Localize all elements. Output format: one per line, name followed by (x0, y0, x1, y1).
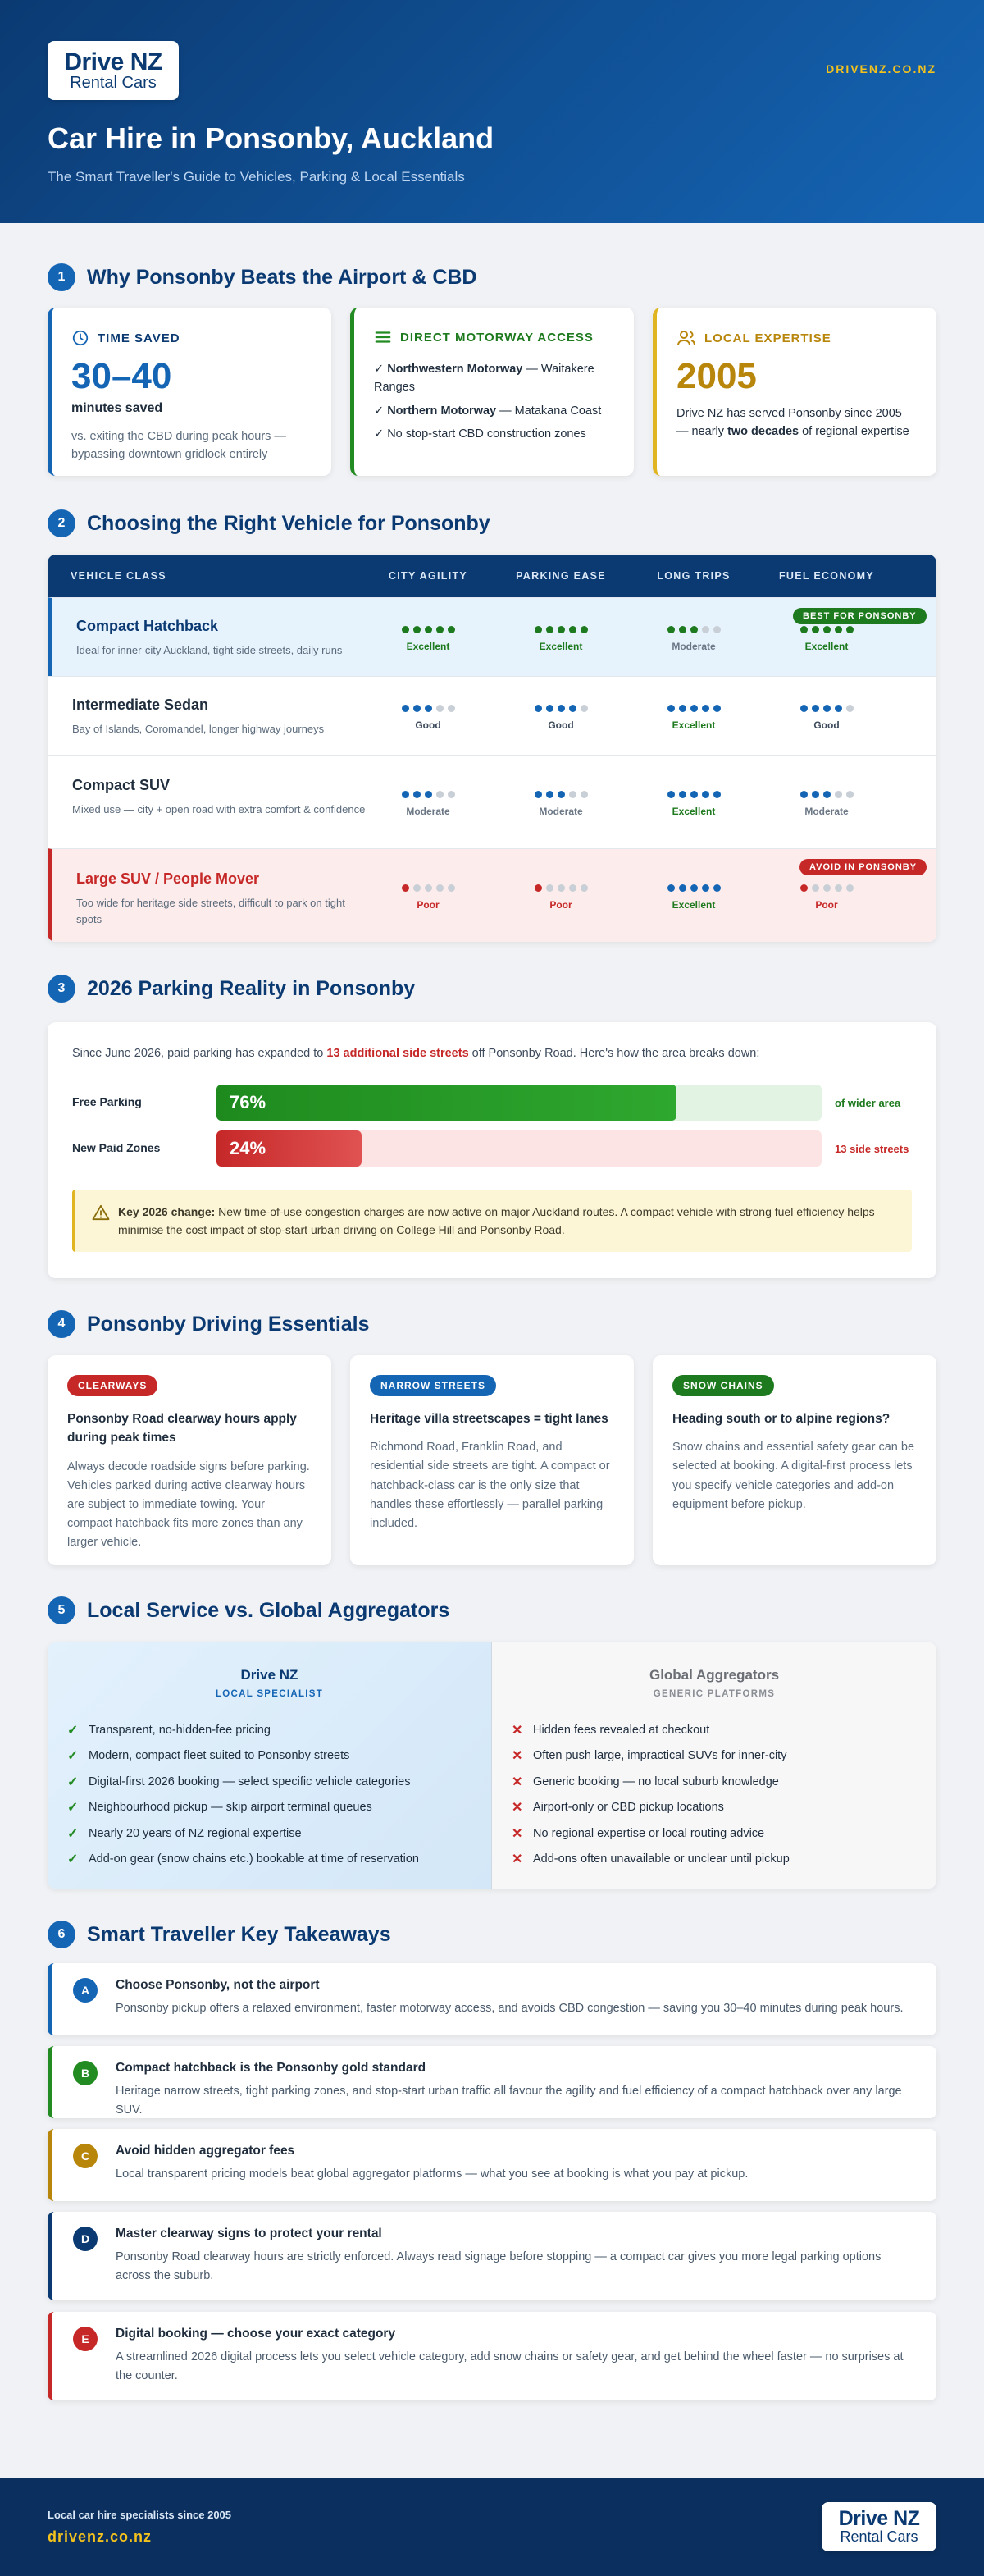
page-title: Car Hire in Ponsonby, Auckland (48, 121, 494, 155)
rating-dot-filled (823, 791, 831, 798)
cross-icon: ✕ (512, 1801, 523, 1816)
rating-dot-filled (812, 626, 819, 633)
motorway-item: ✓ Northern Motorway — Matakana Coast (374, 404, 602, 418)
rating-label: Excellent (406, 641, 450, 652)
rating-dots (371, 705, 485, 713)
bar-fill: 24% (216, 1130, 362, 1167)
snow-chains-card (653, 1355, 936, 1565)
card-label (71, 329, 312, 347)
section-title: 2026 Parking Reality in Ponsonby (87, 976, 416, 1000)
rating-dot-empty (846, 884, 854, 892)
bar-label: New Paid Zones (72, 1141, 161, 1154)
takeaway-text: Ponsonby pickup offers a relaxed environment, faster motorway access, and avoids CBD congestion — saving you 30–40 minutes during peak hours. (116, 2002, 904, 2015)
rating-dot-filled (690, 791, 698, 798)
rating-dot-filled (690, 626, 698, 633)
time-saved-text: vs. exiting the CBD during peak hours — bypassing downtown gridlock entirely (71, 430, 286, 462)
rating-dot-filled (402, 884, 409, 892)
section-number: 3 (48, 975, 75, 1003)
comparison-text: Add-ons often unavailable or unclear until pickup (533, 1852, 790, 1866)
cross-icon: ✕ (512, 1826, 523, 1841)
rating-dots (769, 626, 884, 634)
rating-cell (503, 705, 618, 731)
rating-dot-filled (535, 626, 542, 633)
takeaway-letter: C (73, 2144, 98, 2168)
bar-note: 13 side streets (835, 1143, 909, 1155)
comparison-text: Transparent, no-hidden-fee pricing (89, 1723, 271, 1737)
rating-dot-empty (569, 884, 576, 892)
rating-dot-empty (546, 884, 554, 892)
comparison-item (512, 1795, 917, 1821)
rating-dot-filled (425, 791, 432, 798)
rating-dots (503, 884, 618, 893)
vehicle-name: Large SUV / People Mover (76, 870, 260, 887)
comparison-text: Digital-first 2026 booking — select specific vehicle categories (89, 1774, 411, 1788)
takeaway-card (48, 2129, 936, 2201)
check-icon: ✓ (67, 1723, 79, 1738)
rating-dot-filled (713, 705, 721, 712)
rating-dot-empty (835, 884, 842, 892)
key-change-note: Key 2026 change: New time-of-use congestion charges are now active on major Auckland routes. A compact vehicle with strong fuel efficiency helps minimise the cost impact of stop-start urban driving on College Hill and Ponsonby Road. (72, 1190, 912, 1252)
rating-cell (769, 626, 884, 652)
rating-dot-empty (448, 884, 455, 892)
rating-dot-filled (558, 626, 565, 633)
takeaway-text: Ponsonby Road clearway hours are strictly enforced. Always read signage before stopping — a compact car gives you more legal parking options across the suburb. (116, 2250, 882, 2283)
rating-dot-filled (702, 791, 709, 798)
takeaway-text: Heritage narrow streets, tight parking zones, and stop-start urban traffic all favour the agility and fuel efficiency of a compact hatchback over any large SUV. (116, 2085, 902, 2117)
rating-dot-filled (702, 884, 709, 892)
comparison-item (512, 1847, 917, 1873)
rating-dot-filled (581, 626, 588, 633)
comparison-item (512, 1717, 917, 1743)
cross-icon: ✕ (512, 1852, 523, 1867)
rating-dot-filled (667, 791, 675, 798)
comparison-text: Hidden fees revealed at checkout (533, 1723, 710, 1737)
rating-dots (503, 626, 618, 634)
bar-note: of wider area (835, 1097, 901, 1109)
rating-label: Excellent (672, 719, 716, 731)
rating-dot-filled (702, 705, 709, 712)
comparison-text: Nearly 20 years of NZ regional expertise (89, 1826, 302, 1840)
rating-cell (636, 626, 751, 652)
vehicle-name: Compact SUV (72, 777, 171, 793)
panel-title: Global Aggregators (649, 1667, 780, 1683)
rating-label: Good (415, 719, 441, 731)
section-heading-why (48, 263, 477, 291)
rating-dot-filled (535, 705, 542, 712)
time-saved-unit: minutes saved (71, 401, 163, 415)
rating-dot-empty (558, 884, 565, 892)
menu-lines-icon (374, 329, 392, 345)
column-header: LONG TRIPS (657, 570, 731, 582)
section-heading-takeaways (48, 1921, 391, 1948)
section-heading-vehicles (48, 509, 490, 537)
comparison-text: Airport-only or CBD pickup locations (533, 1801, 724, 1815)
rating-dot-empty (581, 705, 588, 712)
essential-heading: Heading south or to alpine regions? (672, 1412, 891, 1426)
rating-cell (636, 705, 751, 731)
rating-cell (371, 791, 485, 817)
global-aggregators-panel (492, 1642, 936, 1889)
rating-cell (769, 705, 884, 731)
service-comparison (48, 1642, 936, 1889)
rating-dot-filled (413, 705, 421, 712)
comparison-item (67, 1820, 472, 1847)
section-heading-compare (48, 1596, 449, 1624)
column-header: FUEL ECONOMY (778, 570, 875, 582)
narrow-streets-tag: NARROW STREETS (370, 1375, 496, 1396)
rating-dot-filled (413, 626, 421, 633)
table-row[interactable] (48, 755, 936, 848)
rating-dot-filled (800, 626, 808, 633)
comparison-item (512, 1743, 917, 1770)
parking-card (48, 1022, 936, 1278)
vehicle-desc: Ideal for inner-city Auckland, tight side streets, daily runs (76, 644, 343, 656)
card-label-text: LOCAL EXPERTISE (704, 331, 831, 345)
comparison-item (67, 1795, 472, 1821)
rating-cell (503, 884, 618, 911)
cross-icon: ✕ (512, 1774, 523, 1789)
rating-label: Poor (549, 899, 572, 911)
warning-icon (92, 1204, 110, 1221)
rating-dot-filled (690, 705, 698, 712)
avoid-badge: AVOID IN PONSONBY (800, 859, 927, 875)
rating-dot-empty (702, 626, 709, 633)
takeaway-title: Digital booking — choose your exact category (116, 2327, 396, 2341)
rating-dots (503, 791, 618, 799)
section-title: Smart Traveller Key Takeaways (87, 1922, 391, 1946)
footer-site-link[interactable]: drivenz.co.nz (48, 2528, 153, 2545)
rating-dot-empty (713, 626, 721, 633)
narrow-streets-card (350, 1355, 634, 1565)
rating-dot-filled (546, 705, 554, 712)
rating-dot-filled (812, 705, 819, 712)
rating-dots (371, 626, 485, 634)
check-icon: ✓ (67, 1749, 79, 1764)
rating-dot-empty (436, 884, 444, 892)
rating-dot-filled (800, 791, 808, 798)
comparison-item (67, 1743, 472, 1770)
rating-dot-filled (800, 705, 808, 712)
rating-dot-filled (667, 705, 675, 712)
takeaway-title: Master clearway signs to protect your rental (116, 2227, 382, 2240)
people-icon (676, 329, 696, 347)
rating-cell (503, 626, 618, 652)
rating-dot-empty (846, 705, 854, 712)
rating-dots (503, 705, 618, 713)
best-badge: BEST FOR PONSONBY (793, 608, 927, 624)
page-subtitle: The Smart Traveller's Guide to Vehicles, Parking & Local Essentials (48, 169, 465, 185)
footer-logo[interactable] (822, 2502, 936, 2551)
takeaway-title: Choose Ponsonby, not the airport (116, 1978, 320, 1992)
card-label-text: TIME SAVED (98, 331, 180, 345)
snow-chains-tag: SNOW CHAINS (672, 1375, 774, 1396)
rating-dots (636, 791, 751, 799)
takeaway-card (48, 2046, 936, 2118)
rating-dots (636, 705, 751, 713)
rating-dot-filled (667, 884, 675, 892)
comparison-text: Add-on gear (snow chains etc.) bookable at time of reservation (89, 1852, 419, 1866)
comparison-text: Often push large, impractical SUVs for inner-city (533, 1749, 787, 1763)
check-icon: ✓ (67, 1826, 79, 1841)
rating-cell (371, 705, 485, 731)
rating-label: Poor (417, 899, 440, 911)
rating-dot-empty (436, 705, 444, 712)
takeaway-text: Local transparent pricing models beat global aggregator platforms — what you see at booking is what you pay at pickup. (116, 2167, 749, 2181)
check-icon: ✓ (67, 1774, 79, 1789)
bar-track (216, 1085, 822, 1121)
bar-label: Free Parking (72, 1095, 142, 1108)
rating-dot-filled (448, 626, 455, 633)
free-parking-bar (72, 1085, 912, 1121)
rating-dot-empty (823, 884, 831, 892)
section-heading-parking (48, 975, 415, 1003)
comparison-text: No regional expertise or local routing advice (533, 1826, 765, 1840)
check-icon: ✓ (67, 1801, 79, 1816)
vehicle-comparison-table (48, 555, 936, 942)
vehicle-desc: Bay of Islands, Coromandel, longer highway journeys (72, 723, 325, 735)
bar-track (216, 1130, 822, 1167)
takeaway-title: Compact hatchback is the Ponsonby gold standard (116, 2061, 426, 2075)
rating-dot-filled (846, 626, 854, 633)
rating-dot-empty (846, 791, 854, 798)
rating-dot-filled (667, 626, 675, 633)
rating-label: Moderate (406, 806, 450, 817)
brand-logo[interactable] (48, 41, 179, 100)
rating-dot-empty (413, 884, 421, 892)
since-year: 2005 (676, 356, 757, 396)
rating-cell (371, 626, 485, 652)
parking-intro: Since June 2026, paid parking has expanded to 13 additional side streets off Ponsonby Road. Here's how the area breaks down: (72, 1047, 760, 1060)
rating-dot-filled (535, 884, 542, 892)
rating-dot-filled (546, 791, 554, 798)
comparison-item (67, 1717, 472, 1743)
clearways-card (48, 1355, 331, 1565)
rating-dot-filled (402, 626, 409, 633)
rating-dots (371, 884, 485, 893)
section-title: Ponsonby Driving Essentials (87, 1312, 370, 1336)
panel-subtitle: LOCAL SPECIALIST (215, 1689, 324, 1699)
takeaway-letter: E (73, 2327, 98, 2351)
section-number: 2 (48, 509, 75, 537)
panel-title: Drive NZ (240, 1667, 298, 1683)
rating-cell (503, 791, 618, 817)
rating-dots (769, 705, 884, 713)
rating-dot-filled (436, 626, 444, 633)
rating-dot-empty (569, 791, 576, 798)
takeaway-text: A streamlined 2026 digital process lets you select vehicle category, add snow chains or safety gear, and get behind the wheel faster — no surprises at the counter. (116, 2350, 904, 2383)
rating-dot-filled (402, 705, 409, 712)
rating-label: Moderate (804, 806, 849, 817)
table-header (48, 555, 936, 597)
section-title: Choosing the Right Vehicle for Ponsonby (87, 511, 490, 535)
essential-heading: Ponsonby Road clearway hours apply during peak times (67, 1412, 297, 1446)
check-icon: ✓ (67, 1852, 79, 1867)
rating-label: Moderate (672, 641, 716, 652)
rating-dot-filled (558, 705, 565, 712)
time-saved-value: 30–40 (71, 356, 172, 396)
rating-dot-filled (402, 791, 409, 798)
section-title: Why Ponsonby Beats the Airport & CBD (87, 265, 477, 289)
rating-dot-filled (679, 884, 686, 892)
logo-wordmark: Drive NZ (838, 2507, 920, 2531)
takeaway-card (48, 2212, 936, 2300)
rating-dots (371, 791, 485, 799)
comparison-text: Generic booking — no local suburb knowledge (533, 1774, 779, 1788)
site-link[interactable]: DRIVENZ.CO.NZ (826, 62, 936, 75)
rating-dot-filled (800, 884, 808, 892)
essential-heading: Heritage villa streetscapes = tight lanes (370, 1412, 608, 1426)
comparison-item (67, 1769, 472, 1795)
rating-cell (769, 791, 884, 817)
rating-dot-filled (546, 626, 554, 633)
vehicle-desc: Mixed use — city + open road with extra comfort & confidence (72, 803, 366, 815)
section-number: 5 (48, 1596, 75, 1624)
clearways-tag: CLEARWAYS (67, 1375, 157, 1396)
rating-dot-empty (812, 884, 819, 892)
logo-subtext: Rental Cars (840, 2528, 918, 2546)
card-label (374, 329, 614, 345)
rating-label: Excellent (672, 806, 716, 817)
essential-text: Richmond Road, Franklin Road, and residential side streets are tight. A compact or hatchback-class car is the only size that handles these effortlessly — parallel parking included. (370, 1441, 610, 1530)
rating-dot-empty (581, 884, 588, 892)
column-header: VEHICLE CLASS (71, 570, 166, 582)
section-title: Local Service vs. Global Aggregators (87, 1598, 450, 1622)
rating-dot-filled (679, 626, 686, 633)
logo-subtext: Rental Cars (70, 73, 157, 92)
local-specialist-panel (48, 1642, 492, 1889)
rating-dot-empty (448, 705, 455, 712)
rating-label: Moderate (539, 806, 583, 817)
rating-dot-filled (713, 884, 721, 892)
takeaway-letter: B (73, 2061, 98, 2085)
motorway-access-card (350, 308, 634, 476)
rating-dots (769, 884, 884, 893)
paid-zones-bar (72, 1130, 912, 1167)
takeaway-letter: D (73, 2227, 98, 2251)
vehicle-desc: Too wide for heritage side streets, difficult to park on tight spots (76, 897, 345, 925)
takeaway-card (48, 1963, 936, 2035)
rating-label: Excellent (672, 899, 716, 911)
logo-wordmark: Drive NZ (64, 48, 162, 75)
section-number: 4 (48, 1310, 75, 1338)
panel-subtitle: GENERIC PLATFORMS (653, 1689, 776, 1699)
rating-dot-filled (558, 791, 565, 798)
rating-label: Excellent (804, 641, 849, 652)
rating-label: Poor (815, 899, 838, 911)
motorway-item: ✓ Northwestern Motorway — Waitakere Ranges (374, 363, 594, 395)
rating-dots (769, 791, 884, 799)
rating-dot-filled (535, 791, 542, 798)
rating-dot-filled (812, 791, 819, 798)
rating-cell (636, 884, 751, 911)
rating-dot-empty (448, 791, 455, 798)
takeaway-title: Avoid hidden aggregator fees (116, 2144, 295, 2158)
rating-label: Good (813, 719, 840, 731)
column-header: PARKING EASE (516, 570, 606, 582)
rating-cell (769, 884, 884, 911)
rating-dot-empty (581, 791, 588, 798)
rating-dots (636, 626, 751, 634)
rating-dot-empty (436, 791, 444, 798)
footer (0, 2478, 984, 2576)
rating-dot-filled (413, 791, 421, 798)
essential-text: Always decode roadside signs before parking. Vehicles parked during active clearway hours are subject to immediate towing. Your compact hatchback fits more zones than any larger vehicle. (67, 1459, 310, 1550)
hero-header (0, 0, 984, 223)
rating-dot-filled (569, 626, 576, 633)
rating-dot-filled (690, 884, 698, 892)
rating-dot-empty (835, 791, 842, 798)
takeaway-card (48, 2312, 936, 2400)
comparison-text: Modern, compact fleet suited to Ponsonby streets (89, 1749, 350, 1763)
cross-icon: ✕ (512, 1723, 523, 1738)
comparison-item (512, 1820, 917, 1847)
rating-dot-filled (823, 626, 831, 633)
cross-icon: ✕ (512, 1749, 523, 1764)
rating-cell (636, 791, 751, 817)
vehicle-name: Compact Hatchback (76, 618, 219, 634)
card-label-text: DIRECT MOTORWAY ACCESS (400, 330, 594, 345)
section-heading-essentials (48, 1310, 370, 1338)
rating-dot-filled (425, 705, 432, 712)
footer-tagline: Local car hire specialists since 2005 (48, 2509, 232, 2521)
local-expertise-text: Drive NZ has served Ponsonby since 2005 — nearly two decades of regional expertise (676, 407, 909, 439)
rating-dot-filled (679, 791, 686, 798)
essential-text: Snow chains and essential safety gear can be selected at booking. A digital-first process lets you specify vehicle categories and add-on equipment before pickup. (672, 1441, 915, 1511)
comparison-item (512, 1769, 917, 1795)
bar-fill: 76% (216, 1085, 676, 1121)
table-row[interactable] (48, 848, 936, 942)
column-header: CITY AGILITY (388, 570, 468, 582)
table-row[interactable] (48, 676, 936, 755)
section-number: 6 (48, 1921, 75, 1948)
rating-dot-filled (569, 705, 576, 712)
local-expertise-card (653, 308, 936, 476)
rating-label: Excellent (539, 641, 583, 652)
takeaway-letter: A (73, 1978, 98, 2003)
rating-dot-filled (823, 705, 831, 712)
rating-label: Good (548, 719, 574, 731)
motorway-item: ✓ No stop-start CBD construction zones (374, 427, 586, 441)
rating-dot-filled (835, 705, 842, 712)
section-number: 1 (48, 263, 75, 291)
rating-dot-filled (713, 791, 721, 798)
clock-icon (71, 329, 89, 347)
table-row[interactable] (48, 597, 936, 676)
comparison-text: Neighbourhood pickup — skip airport terminal queues (89, 1801, 372, 1815)
rating-cell (371, 884, 485, 911)
vehicle-name: Intermediate Sedan (72, 697, 209, 713)
comparison-item (67, 1847, 472, 1873)
card-label (676, 329, 917, 347)
rating-dots (636, 884, 751, 893)
rating-dot-filled (679, 705, 686, 712)
rating-dot-filled (835, 626, 842, 633)
rating-dot-filled (425, 626, 432, 633)
time-saved-card (48, 308, 331, 476)
rating-dot-empty (425, 884, 432, 892)
